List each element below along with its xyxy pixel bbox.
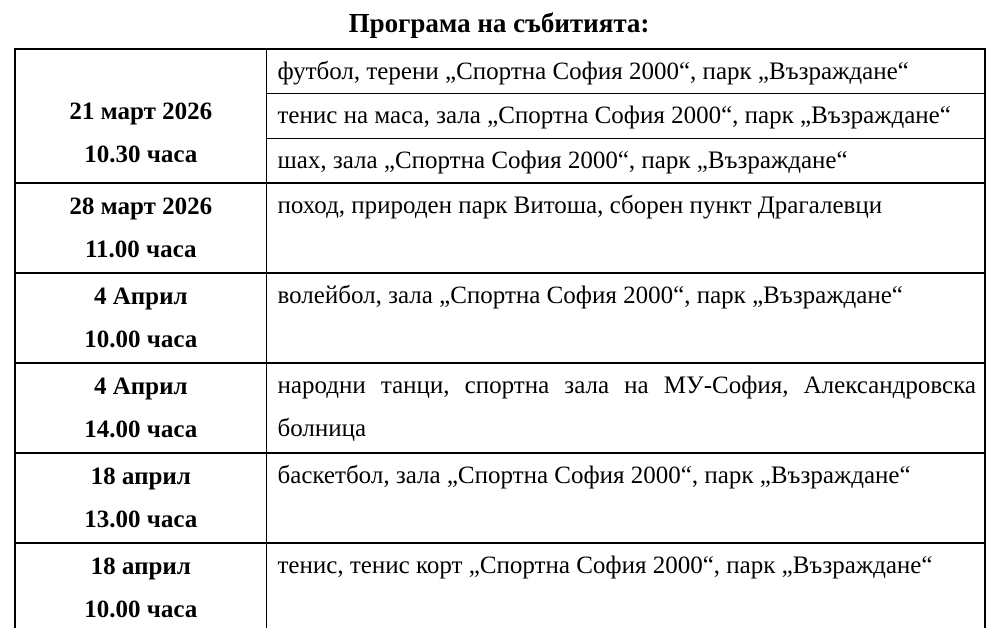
- date-cell: [15, 273, 266, 363]
- page-title: Програма на събитията:: [348, 8, 650, 38]
- table-row: [15, 273, 985, 363]
- date-text: 18 април: [90, 553, 191, 580]
- table-row: [15, 183, 985, 273]
- time-text: 14.00 часа: [84, 416, 198, 443]
- date-text: 21 март 2026: [69, 98, 213, 125]
- date-cell: [15, 49, 266, 183]
- table-row: [15, 543, 985, 628]
- time-text: 10.00 часа: [84, 326, 198, 353]
- event-cell: тенис на маса, зала „Спортна София 2000“, парк „Възраждане“: [266, 94, 985, 139]
- date-cell: [15, 183, 266, 273]
- date-cell: [15, 453, 266, 543]
- table-row: [15, 453, 985, 543]
- event-cell: народни танци, спортна зала на МУ-София, Александровска болница: [266, 363, 985, 453]
- time-text: 13.00 часа: [84, 506, 198, 533]
- date-text: 4 Април: [93, 283, 188, 310]
- date-cell: [15, 543, 266, 628]
- events-table: [14, 48, 986, 628]
- date-cell: [15, 363, 266, 453]
- event-cell: поход, природен парк Витоша, сборен пункт Драгалевци: [266, 183, 985, 273]
- time-text: 11.00 часа: [84, 236, 197, 263]
- table-row: [15, 363, 985, 453]
- date-text: 28 март 2026: [69, 193, 213, 220]
- time-text: 10.00 часа: [84, 596, 198, 623]
- event-cell: волейбол, зала „Спортна София 2000“, парк „Възраждане“: [266, 273, 985, 363]
- table-row: [15, 49, 985, 94]
- event-cell: шах, зала „Спортна София 2000“, парк „Възраждане“: [266, 139, 985, 184]
- event-cell: футбол, терени „Спортна София 2000“, парк „Възраждане“: [266, 49, 985, 94]
- time-text: 10.30 часа: [84, 141, 198, 168]
- event-cell: тенис, тенис корт „Спортна София 2000“, парк „Възраждане“: [266, 543, 985, 628]
- date-text: 4 Април: [93, 373, 188, 400]
- date-text: 18 април: [90, 463, 191, 490]
- event-cell: баскетбол, зала „Спортна София 2000“, парк „Възраждане“: [266, 453, 985, 543]
